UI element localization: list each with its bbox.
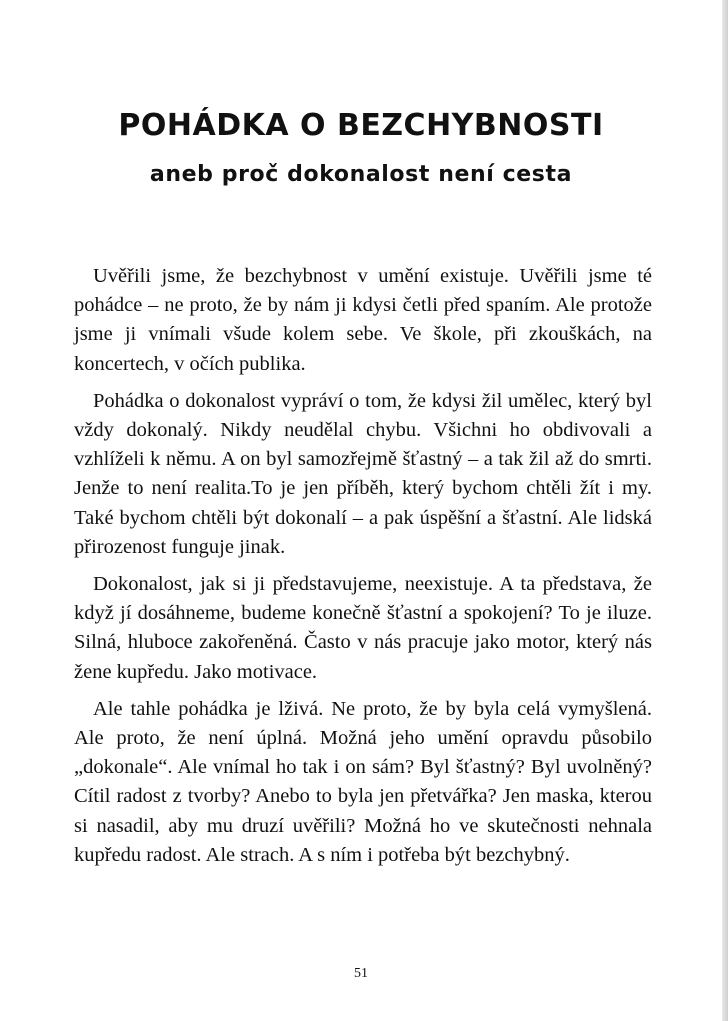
paragraph-2: Pohádka o dokonalost vypráví o tom, že kdysi žil umělec, který byl vždy dokonalý. Nikdy neudělal chybu. Všichni ho obdivovali a vzhlíželi k němu. A on byl samozřejmě šťastný – a tak žil až do smrti. Jenže to není realita.To je jen příběh, který bychom chtěli žít i my. Také bychom chtěli být dokonalí – a pak úspěšní a šťastní. Ale lidská přirozenost funguje jinak.: [74, 389, 652, 558]
paragraph-3: Dokonalost, jak si ji představujeme, neexistuje. A ta představa, že když jí dosáhneme, budeme konečně šťastní a spokojení? To je iluze. Silná, hluboce zakořeněná. Často v nás pracuje jako motor, který nás žene kupředu. Jako motivace.: [74, 573, 652, 683]
page-edge: [722, 0, 728, 1021]
chapter-subtitle: aneb proč dokonalost není cesta: [149, 162, 573, 187]
chapter-body: [74, 262, 652, 878]
page-number: 51: [354, 966, 368, 981]
paragraph-1: Uvěřili jsme, že bezchybnost v umění existuje. Uvěřili jsme té pohádce – ne proto, že by nám ji kdysi četli před spaním. Ale protože jsme ji vnímali všude kolem sebe. Ve škole, při zkouškách, na koncertech, v očích publika.: [74, 265, 652, 375]
paragraph-4: Ale tahle pohádka je lživá. Ne proto, že by byla celá vymyšlená. Ale proto, že není úplná. Možná jeho umění opravdu působilo „dokonale“. Ale vnímal ho tak i on sám? Byl šťastný? Byl uvolněný? Cítil radost z tvorby? Anebo to byla jen přetvářka? Jen maska, kterou si nasadil, aby mu druzí uvěřili? Možná ho ve skutečnosti nehnala kupředu radost. Ale strach. A s ním i potřeba být bezchybný.: [74, 697, 652, 866]
chapter-title: POHÁDKA O BEZCHYBNOSTI: [118, 108, 604, 143]
